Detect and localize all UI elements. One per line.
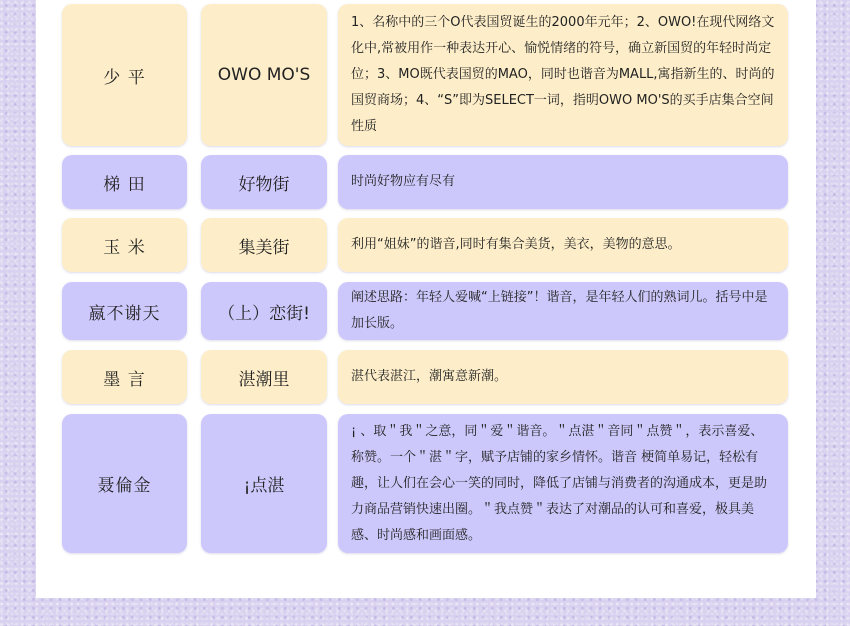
table-row — [62, 155, 787, 209]
description-cell: 利用“姐妹”的谐音,同时有集合美货，美衣，美物的意思。 — [338, 218, 788, 272]
author-name-cell: 聂倫金 — [62, 414, 187, 553]
table-row — [62, 414, 787, 553]
description-cell: 1、名称中的三个O代表国贸诞生的2000年元年；2、OWO!在现代网络文化中,常被用作一种表达开心、愉悦情绪的符号，确立新国贸的年轻时尚定位；3、MO既代表国贸的MAO，同时也谐音为MALL,寓指新生的、时尚的国贸商场；4、“S”即为SELECT一词，指明OWO MO'S的买手店集合空间性质 — [338, 4, 788, 146]
store-name-cell: OWO MO'S — [201, 4, 327, 146]
table-row — [62, 218, 787, 272]
table-row — [62, 4, 787, 146]
author-name-cell: 嬴不谢天 — [62, 282, 187, 340]
store-name-cell: 湛潮里 — [201, 350, 327, 404]
author-name-cell: 玉 米 — [62, 218, 187, 272]
store-name-cell: （上）恋街! — [201, 282, 327, 340]
store-name-cell: 集美街 — [201, 218, 327, 272]
description-cell: 阐述思路：年轻人爱喊“上链接”！谐音，是年轻人们的熟词儿。括号中是加长版。 — [338, 282, 788, 340]
description-cell: 时尚好物应有尽有 — [338, 155, 788, 209]
table-row — [62, 350, 787, 404]
table-row — [62, 282, 787, 340]
naming-table-panel — [36, 0, 816, 598]
author-name-cell: 墨 言 — [62, 350, 187, 404]
author-name-cell: 少 平 — [62, 4, 187, 146]
description-cell: 湛代表湛江，潮寓意新潮。 — [338, 350, 788, 404]
store-name-cell: ¡点湛 — [201, 414, 327, 553]
store-name-cell: 好物街 — [201, 155, 327, 209]
description-cell: ¡ 、取＂我＂之意，同＂爱＂谐音。＂点湛＂音同＂点赞＂，表示喜爱、称赞。一个＂湛＂字，赋予店铺的家乡情怀。谐音 梗简单易记，轻松有趣，让人们在会心一笑的同时，降低了店铺与消费者的沟通成本，更是助力商品营销快速出圈。＂我点赞＂表达了对潮品的认可和喜爱，极具美感、时尚感和画面感。 — [338, 414, 788, 553]
author-name-cell: 梯 田 — [62, 155, 187, 209]
